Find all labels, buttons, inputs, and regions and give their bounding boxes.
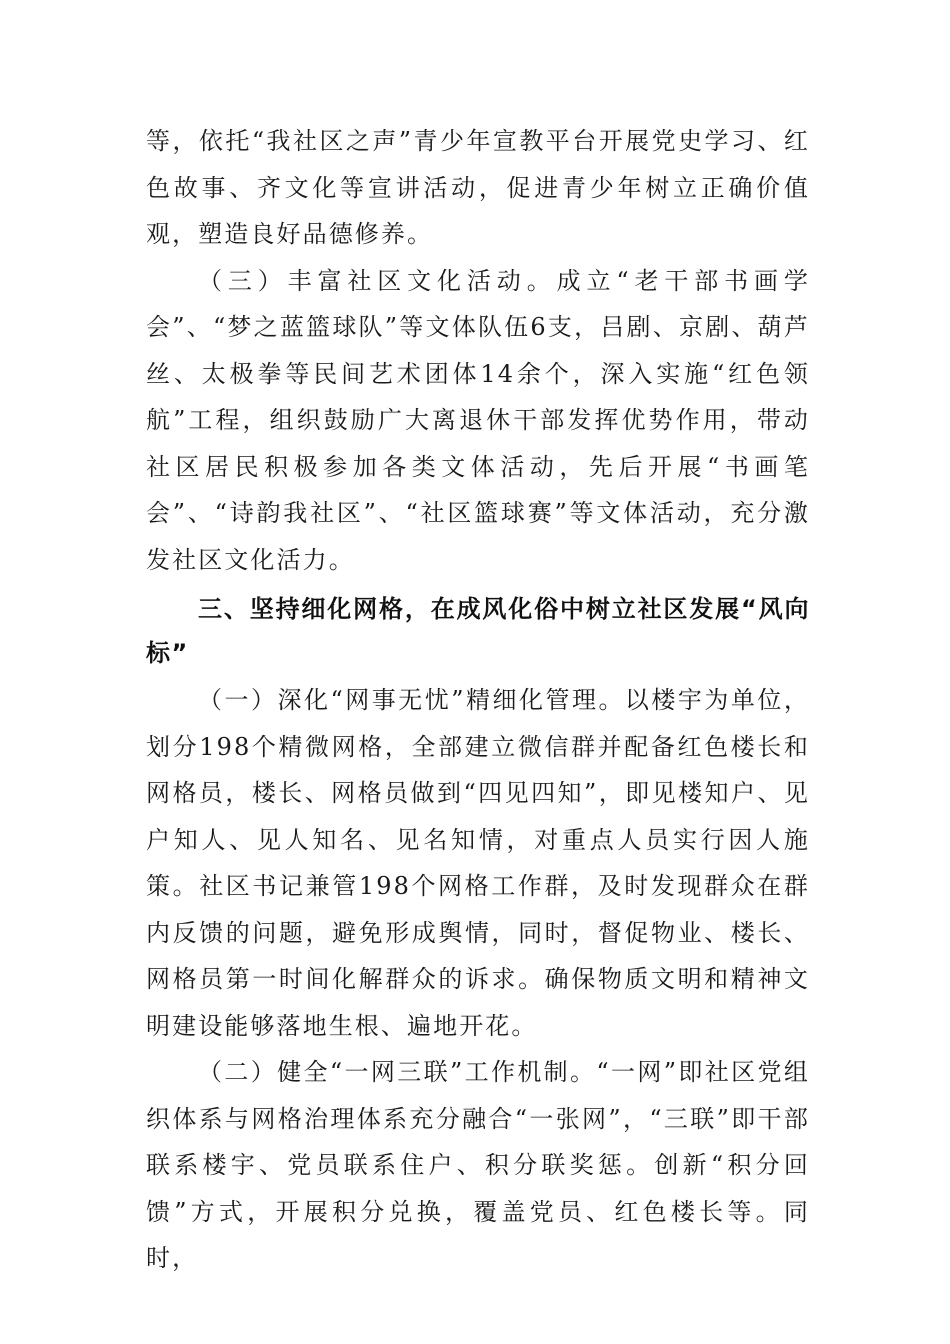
paragraph-culture-activities: （三）丰富社区文化活动。成立“老干部书画学会”、“梦之蓝篮球队”等文体队伍6支，吕剧、京剧、葫芦丝、太极拳等民间艺术团体14余个，深入实施“红色领航”工程，组织鼓励广大离退休干部发挥优势作用，带动社区居民积极参加各类文体活动，先后开展“书画笔会”、“诗韵我社区”、“社区篮球赛”等文体活动，充分激发社区文化活力。 [146,266,810,574]
paragraph-grid-management: （一）深化“网事无忧”精细化管理。以楼宇为单位，划分198个精微网格，全部建立微信群并配备红色楼长和网格员，楼长、网格员做到“四见四知”，即见楼知户、见户知人、见人知名、见名知情，对重点人员实行因人施策。社区书记兼管198个网格工作群，及时发现群众在群内反馈的问题，避免形成舆情，同时，督促物业、楼长、网格员第一时间化解群众的诉求。确保物质文明和精神文明建设能够落地生根、遍地开花。 [146,686,810,1040]
paragraph-continuation: 等，依托“我社区之声”青少年宣教平台开展党史学习、红色故事、齐文化等宣讲活动，促进青少年树立正确价值观，塑造良好品德修养。 [146,127,810,248]
section-heading: 三、坚持细化网格，在成风化俗中树立社区发展“风向标” [146,595,810,667]
document-page [146,118,810,1282]
paragraph-work-mechanism: （二）健全“一网三联”工作机制。“一网”即社区党组织体系与网格治理体系充分融合“一张网”，“三联”即干部联系楼宇、党员联系住户、积分联奖惩。创新“积分回馈”方式，开展积分兑换，覆盖党员、红色楼长等。同时， [146,1058,810,1272]
